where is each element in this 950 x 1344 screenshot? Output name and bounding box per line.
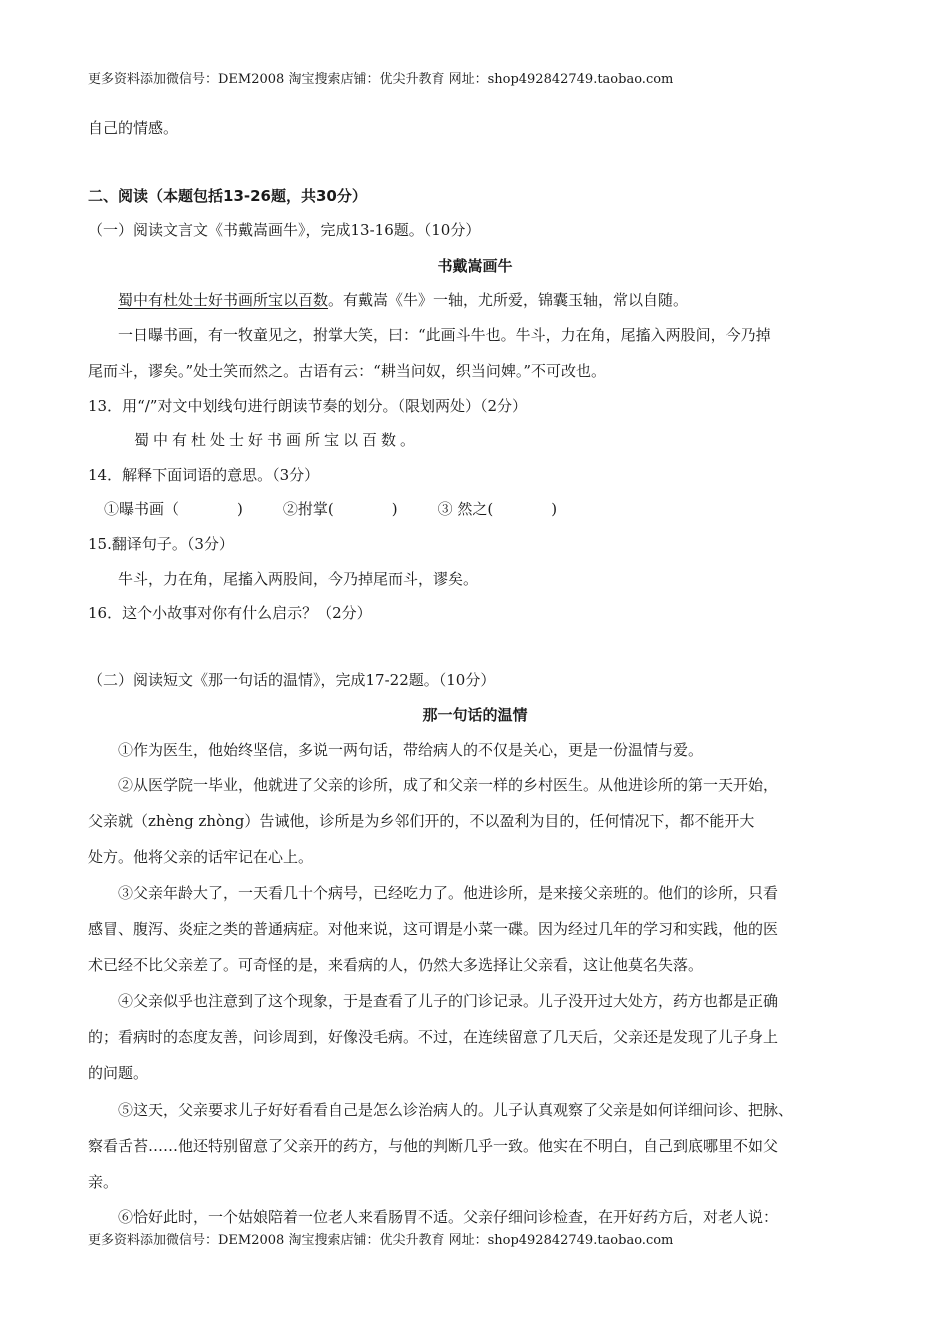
item-2-label: ②拊掌( bbox=[282, 500, 334, 518]
part2-paragraph6-line1: ⑥恰好此时，一个姑娘陪着一位老人来看肠胃不适。父亲仔细问诊检查，在开好药方后，对老人说： bbox=[118, 1208, 779, 1226]
part2-paragraph2-line2: 父亲就（zhèng zhòng）告诫他，诊所是为乡邻们开的，不以盈利为目的，任何情况下，都不能开大 bbox=[88, 812, 755, 830]
part2-paragraph2-line3: 处方。他将父亲的话牢记在心上。 bbox=[88, 848, 314, 866]
part1-paragraph2-line2: 尾而斗，谬矣。”处士笑而然之。古语有云：“耕当问奴，织当问婢。”不可改也。 bbox=[88, 362, 607, 380]
item-1-close: ) bbox=[237, 500, 243, 518]
part2-title: 那一句话的温情 bbox=[422, 706, 528, 724]
question-14: 14．解释下面词语的意思。（3分） bbox=[88, 466, 320, 484]
question-15: 15.翻译句子。（3分） bbox=[88, 535, 234, 553]
item-1-label: ①曝书画（ bbox=[104, 500, 180, 518]
part1-title: 书戴嵩画牛 bbox=[437, 257, 513, 275]
part2-paragraph5-line3: 亲。 bbox=[88, 1173, 119, 1191]
carry-over-line: 自己的情感。 bbox=[88, 119, 179, 137]
question-15-sentence: 牛斗，力在角，尾搐入两股间，今乃掉尾而斗，谬矣。 bbox=[118, 570, 479, 588]
item-2-close: ) bbox=[391, 500, 398, 518]
part2-intro: （二）阅读短文《那一句话的温情》，完成17-22题。（10分） bbox=[88, 671, 496, 689]
part2-paragraph2-line1: ②从医学院一毕业，他就进了父亲的诊所，成了和父亲一样的乡村医生。从他进诊所的第一天开始， bbox=[118, 776, 779, 794]
part2-paragraph1: ①作为医生，他始终坚信，多说一两句话，带给病人的不仅是关心，更是一份温情与爱。 bbox=[118, 741, 704, 759]
question-13-sentence: 蜀中有杜处士好书画所宝以百数。 bbox=[134, 431, 420, 449]
underlined-sentence: 蜀中有杜处士好书画所宝以百数 bbox=[118, 291, 329, 309]
part1-intro: （一）阅读文言文《书戴嵩画牛》，完成13-16题。（10分） bbox=[88, 221, 481, 239]
question-13: 13．用“/”对文中划线句进行朗读节奏的划分。（限划两处）（2分） bbox=[88, 397, 528, 415]
section2-heading: 二、阅读（本题包括13-26题，共30分） bbox=[88, 187, 367, 205]
part2-paragraph3-line3: 术已经不比父亲差了。可奇怪的是，来看病的人，仍然大多选择让父亲看，这让他莫名失落。 bbox=[88, 956, 704, 974]
page-header: 更多资料添加微信号：DEM2008 淘宝搜索店铺：优尖升教育 网址：shop492842749.taobao.com bbox=[88, 72, 674, 87]
part2-paragraph3-line2: 感冒、腹泻、炎症之类的普通病症。对他来说，这可谓是小菜一碟。因为经过几年的学习和实践，他的医 bbox=[88, 920, 779, 938]
part2-paragraph4-line2: 的；看病时的态度友善，问诊周到，好像没毛病。不过，在连续留意了几天后，父亲还是发现了儿子身上 bbox=[88, 1028, 779, 1046]
part1-paragraph2-line1: 一日曝书画，有一牧童见之，拊掌大笑，曰：“此画斗牛也。牛斗，力在角，尾搐入两股间，今乃掉 bbox=[118, 326, 771, 344]
part2-paragraph4-line3: 的问题。 bbox=[88, 1064, 149, 1082]
part1-paragraph1 bbox=[118, 290, 688, 310]
question-16: 16．这个小故事对你有什么启示？（2分） bbox=[88, 604, 372, 622]
part2-paragraph3-line1: ③父亲年龄大了，一天看几十个病号，已经吃力了。他进诊所，是来接父亲班的。他们的诊所，只看 bbox=[118, 884, 779, 902]
part2-paragraph4-line1: ④父亲似乎也注意到了这个现象，于是查看了儿子的门诊记录。儿子没开过大处方，药方也都是正确 bbox=[118, 992, 779, 1010]
paragraph1-rest: 。有戴嵩《牛》一轴，尤所爱，锦囊玉轴，常以自随。 bbox=[328, 291, 689, 309]
part2-paragraph5-line1: ⑤这天，父亲要求儿子好好看看自己是怎么诊治病人的。儿子认真观察了父亲是如何详细问诊、把脉、 bbox=[118, 1101, 794, 1119]
question-14-items bbox=[104, 499, 557, 519]
part2-paragraph5-line2: 察看舌苔……他还特别留意了父亲开的药方，与他的判断几乎一致。他实在不明白，自己到底哪里不如父 bbox=[88, 1137, 779, 1155]
page-footer: 更多资料添加微信号：DEM2008 淘宝搜索店铺：优尖升教育 网址：shop492842749.taobao.com bbox=[88, 1233, 674, 1248]
item-3-label: ③ 然之( bbox=[437, 500, 494, 518]
item-3-close: ) bbox=[551, 500, 558, 518]
